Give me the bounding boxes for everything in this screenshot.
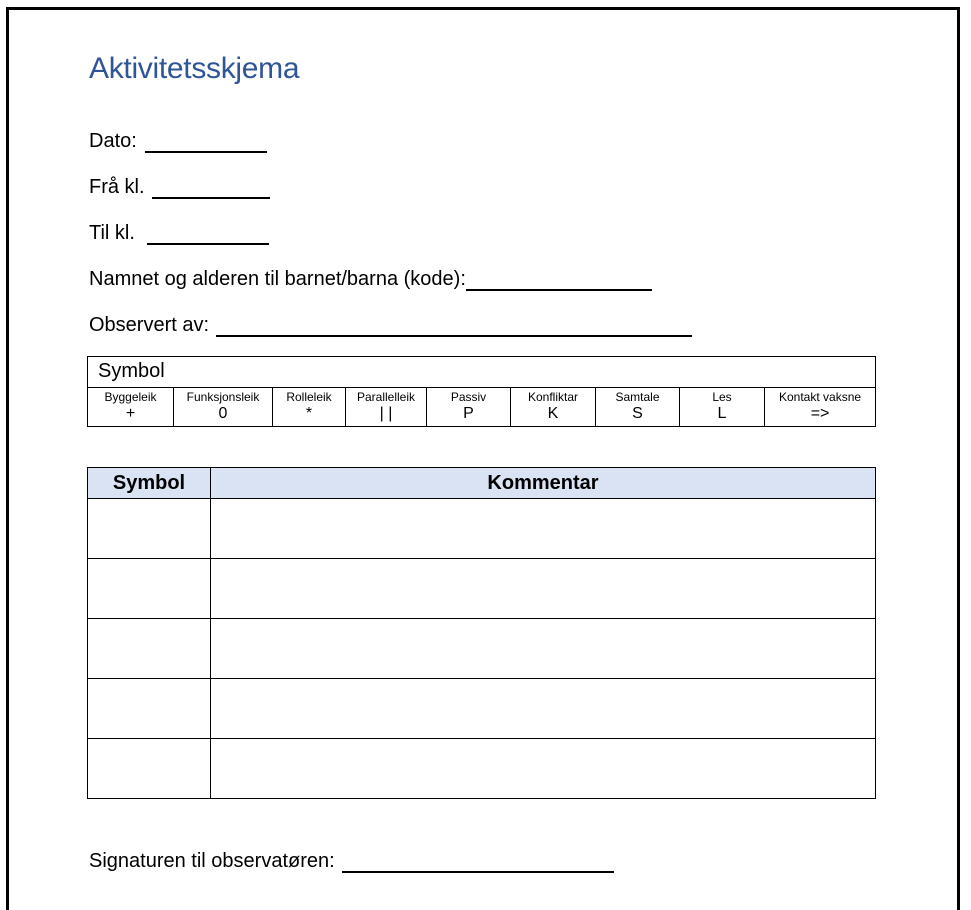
signature-label: Signaturen til observatøren: bbox=[89, 850, 335, 872]
symbol-cell[interactable] bbox=[88, 739, 211, 799]
legend-label: Les bbox=[712, 390, 732, 404]
symbol-input[interactable] bbox=[88, 559, 210, 618]
symbol-cell[interactable] bbox=[88, 619, 211, 679]
table-row bbox=[88, 739, 876, 799]
observation-table bbox=[87, 467, 876, 799]
column-header-kommentar: Kommentar bbox=[211, 468, 876, 499]
legend-symbol: | | bbox=[379, 405, 393, 422]
children-label: Namnet og alderen til barnet/barna (kode): bbox=[89, 268, 466, 290]
comment-input[interactable] bbox=[211, 739, 875, 798]
legend-item-samtale bbox=[596, 388, 680, 427]
legend-label: Kontakt vaksne bbox=[779, 390, 862, 404]
legend-heading: Symbol bbox=[88, 357, 876, 388]
observer-field bbox=[89, 314, 692, 337]
symbol-cell[interactable] bbox=[88, 559, 211, 619]
legend-symbol: S bbox=[632, 405, 643, 422]
table-row bbox=[88, 499, 876, 559]
symbol-input[interactable] bbox=[88, 739, 210, 798]
comment-cell[interactable] bbox=[211, 559, 876, 619]
symbol-legend-table bbox=[87, 356, 876, 427]
table-row bbox=[88, 679, 876, 739]
from-time-input-line[interactable] bbox=[152, 177, 270, 199]
date-label: Dato: bbox=[89, 130, 137, 152]
symbol-input[interactable] bbox=[88, 679, 210, 738]
symbol-input[interactable] bbox=[88, 619, 210, 678]
legend-label: Konfliktar bbox=[527, 390, 579, 404]
comment-cell[interactable] bbox=[211, 619, 876, 679]
children-field bbox=[89, 268, 652, 291]
table-row bbox=[88, 619, 876, 679]
comment-cell[interactable] bbox=[211, 739, 876, 799]
column-header-symbol: Symbol bbox=[88, 468, 211, 499]
to-time-label: Til kl. bbox=[89, 222, 135, 244]
legend-label: Samtale bbox=[615, 390, 660, 404]
legend-item-byggeleik bbox=[88, 388, 174, 427]
symbol-input[interactable] bbox=[88, 499, 210, 558]
legend-item-konfliktar bbox=[511, 388, 596, 427]
to-time-input-line[interactable] bbox=[147, 223, 269, 245]
comment-input[interactable] bbox=[211, 679, 875, 738]
legend-symbol: 0 bbox=[218, 405, 228, 422]
legend-label: Rolleleik bbox=[286, 390, 332, 404]
symbol-cell[interactable] bbox=[88, 499, 211, 559]
comment-cell[interactable] bbox=[211, 499, 876, 559]
legend-item-funksjonsleik bbox=[174, 388, 273, 427]
legend-label: Byggeleik bbox=[104, 390, 157, 404]
children-input-line[interactable] bbox=[466, 269, 652, 291]
legend-item-kontakt-vaksne bbox=[765, 388, 876, 427]
legend-item-les bbox=[680, 388, 765, 427]
legend-label: Funksjonsleik bbox=[186, 390, 260, 404]
date-field bbox=[89, 130, 267, 153]
comment-input[interactable] bbox=[211, 559, 875, 618]
legend-symbol: * bbox=[305, 405, 313, 422]
table-row bbox=[88, 559, 876, 619]
signature-input-line[interactable] bbox=[342, 851, 614, 873]
observer-label: Observert av: bbox=[89, 314, 210, 336]
legend-symbol: K bbox=[547, 405, 559, 422]
from-time-label: Frå kl. bbox=[89, 176, 145, 198]
legend-item-parallelleik bbox=[346, 388, 427, 427]
to-time-field bbox=[89, 222, 269, 245]
comment-cell[interactable] bbox=[211, 679, 876, 739]
comment-input[interactable] bbox=[211, 619, 875, 678]
from-time-field bbox=[89, 176, 270, 199]
legend-symbol: P bbox=[463, 405, 474, 422]
page-title: Aktivitetsskjema bbox=[89, 52, 300, 85]
symbol-cell[interactable] bbox=[88, 679, 211, 739]
legend-symbol: L bbox=[717, 405, 727, 422]
legend-label: Parallelleik bbox=[356, 390, 416, 404]
legend-symbol: => bbox=[810, 405, 830, 422]
legend-item-passiv bbox=[427, 388, 511, 427]
observer-input-line[interactable] bbox=[216, 315, 692, 337]
legend-label: Passiv bbox=[450, 390, 487, 404]
date-input-line[interactable] bbox=[145, 131, 267, 153]
signature-field bbox=[89, 850, 614, 873]
legend-row bbox=[88, 388, 876, 427]
comment-input[interactable] bbox=[211, 499, 875, 558]
legend-symbol: + bbox=[125, 405, 136, 422]
legend-item-rolleleik bbox=[273, 388, 346, 427]
